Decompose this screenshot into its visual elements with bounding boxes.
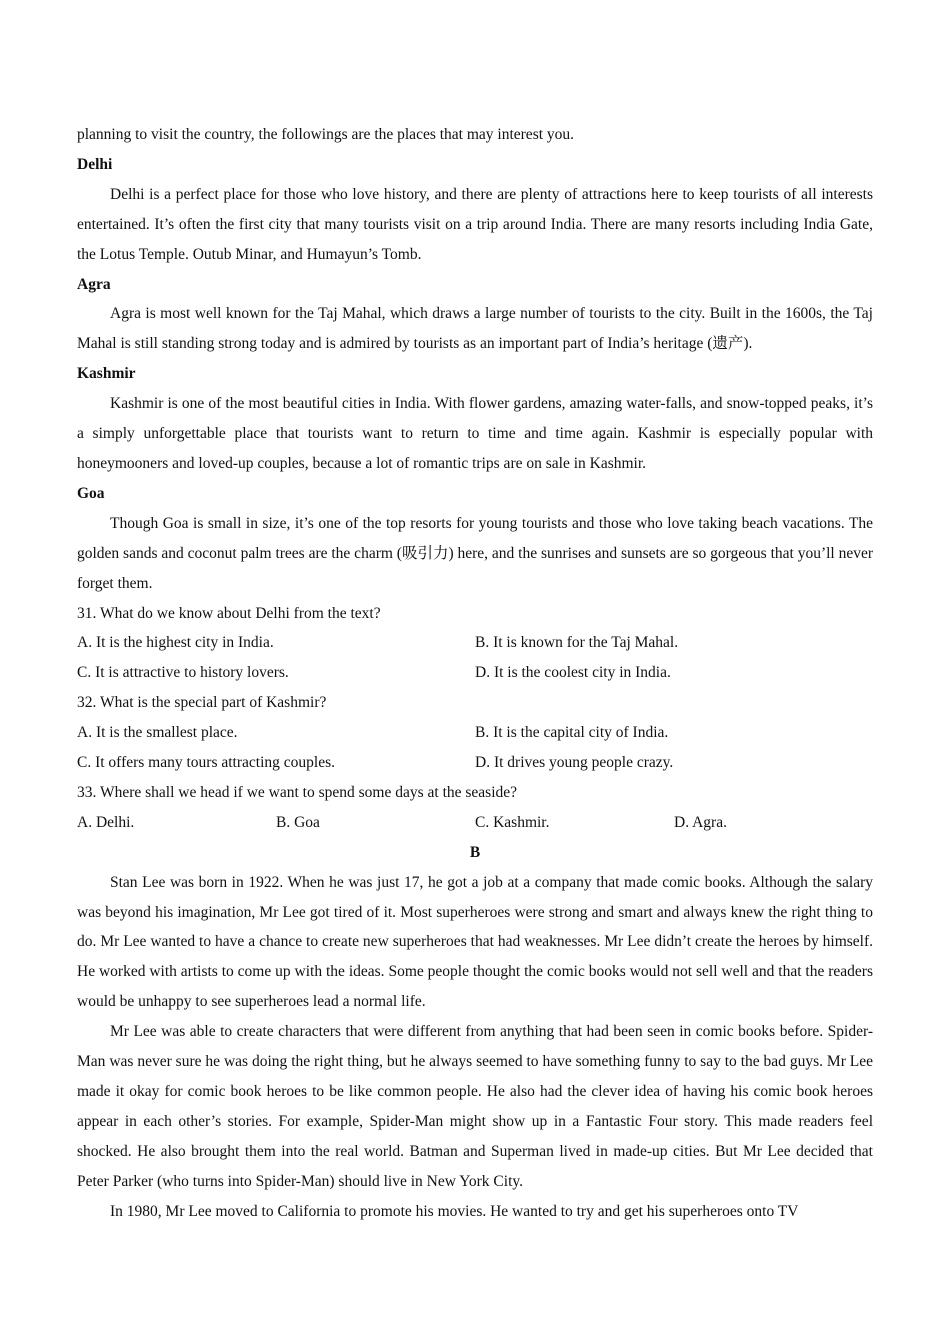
section-text-goa: Though Goa is small in size, it’s one of the top resorts for young tourists and those who love taking beach vacations. The golden sands and coconut palm trees are the charm (吸引力) here, and the sunrises and sunsets are so gorgeous that you’ll never forget them. xyxy=(77,514,874,592)
question-31-options xyxy=(77,628,873,658)
question-31-option-b: B. It is known for the Taj Mahal. xyxy=(475,634,679,652)
question-33-option-d: D. Agra. xyxy=(674,813,727,831)
section-text-agra: Agra is most well known for the Taj Mahal, which draws a large number of tourists to the city. Built in the 1600s, the Taj Mahal is still standing strong today and is admired by tourists as an important part of India’s heritage (遗产). xyxy=(77,305,873,353)
section-text-kashmir: Kashmir is one of the most beautiful cities in India. With flower gardens, amazing water-falls, and snow-topped peaks, it’s a simply unforgettable place that tourists want to return to time and time again. Kashmir is especially popular with honeymooners and loved-up couples, because a lot of romantic trips are on sale in Kashmir. xyxy=(77,395,873,472)
section-title-kashmir: Kashmir xyxy=(77,365,136,383)
part-b-paragraph-3: In 1980, Mr Lee moved to California to promote his movies. He wanted to try and get his superheroes onto TV xyxy=(110,1202,799,1220)
question-31-options-row2 xyxy=(77,658,873,688)
question-33-option-c: C. Kashmir. xyxy=(475,813,550,831)
question-33-options xyxy=(77,808,873,838)
section-title-delhi: Delhi xyxy=(77,155,113,173)
part-b-heading: B xyxy=(469,843,481,861)
question-32-option-a: A. It is the smallest place. xyxy=(77,724,238,742)
section-title-agra: Agra xyxy=(77,275,111,293)
question-33-option-a: A. Delhi. xyxy=(77,813,135,831)
question-32-options xyxy=(77,718,873,748)
question-31-stem: 31. What do we know about Delhi from the text? xyxy=(77,604,381,622)
question-31-option-c: C. It is attractive to history lovers. xyxy=(77,664,289,682)
question-31-option-d: D. It is the coolest city in India. xyxy=(475,664,671,682)
question-32-stem: 32. What is the special part of Kashmir? xyxy=(77,694,327,712)
question-33-stem: 33. Where shall we head if we want to spend some days at the seaside? xyxy=(77,783,518,801)
question-31-option-a: A. It is the highest city in India. xyxy=(77,634,274,652)
section-text-delhi: Delhi is a perfect place for those who love history, and there are plenty of attractions here to keep tourists of all interests entertained. It’s often the first city that many tourists visit on a trip around India. There are many resorts including India Gate, the Lotus Temple. Outub Minar, and Humayun’s Tomb. xyxy=(77,185,873,263)
section-title-goa: Goa xyxy=(77,484,105,502)
question-32-option-b: B. It is the capital city of India. xyxy=(475,724,669,742)
intro-text: planning to visit the country, the followings are the places that may interest you. xyxy=(77,126,575,143)
question-32-option-c: C. It offers many tours attracting couples. xyxy=(77,754,335,772)
question-33-option-b: B. Goa xyxy=(276,813,320,831)
part-b-paragraph-2: Mr Lee was able to create characters that were different from anything that had been seen in comic books before. Spider-Man was never sure he was doing the right thing, but he always seemed to have something funny to say to the bad guys. Mr Lee made it okay for comic book heroes to be like common people. He also had the clever idea of having his comic book heroes appear in each other’s stories. For example, Spider-Man might show up in a Fantastic Four story. This made readers feel shocked. He also brought them into the real world. Batman and Superman lived in made-up cities. But Mr Lee decided that Peter Parker (who turns into Spider-Man) should live in New York City. xyxy=(77,1023,873,1190)
question-32-options-row2 xyxy=(77,748,873,778)
document-page xyxy=(77,120,873,1227)
question-32-option-d: D. It drives young people crazy. xyxy=(475,754,674,772)
part-b-paragraph-1: Stan Lee was born in 1922. When he was just 17, he got a job at a company that made comic books. Although the salary was beyond his imagination, Mr Lee got tired of it. Most superheroes were strong and smart and always knew the right thing to do. Mr Lee wanted to have a chance to create new superheroes that had weaknesses. Mr Lee didn’t create the heroes by himself. He worked with artists to come up with the ideas. Some people thought the comic books would not sell well and that the readers would be unhappy to see superheroes lead a normal life. xyxy=(77,873,873,1011)
